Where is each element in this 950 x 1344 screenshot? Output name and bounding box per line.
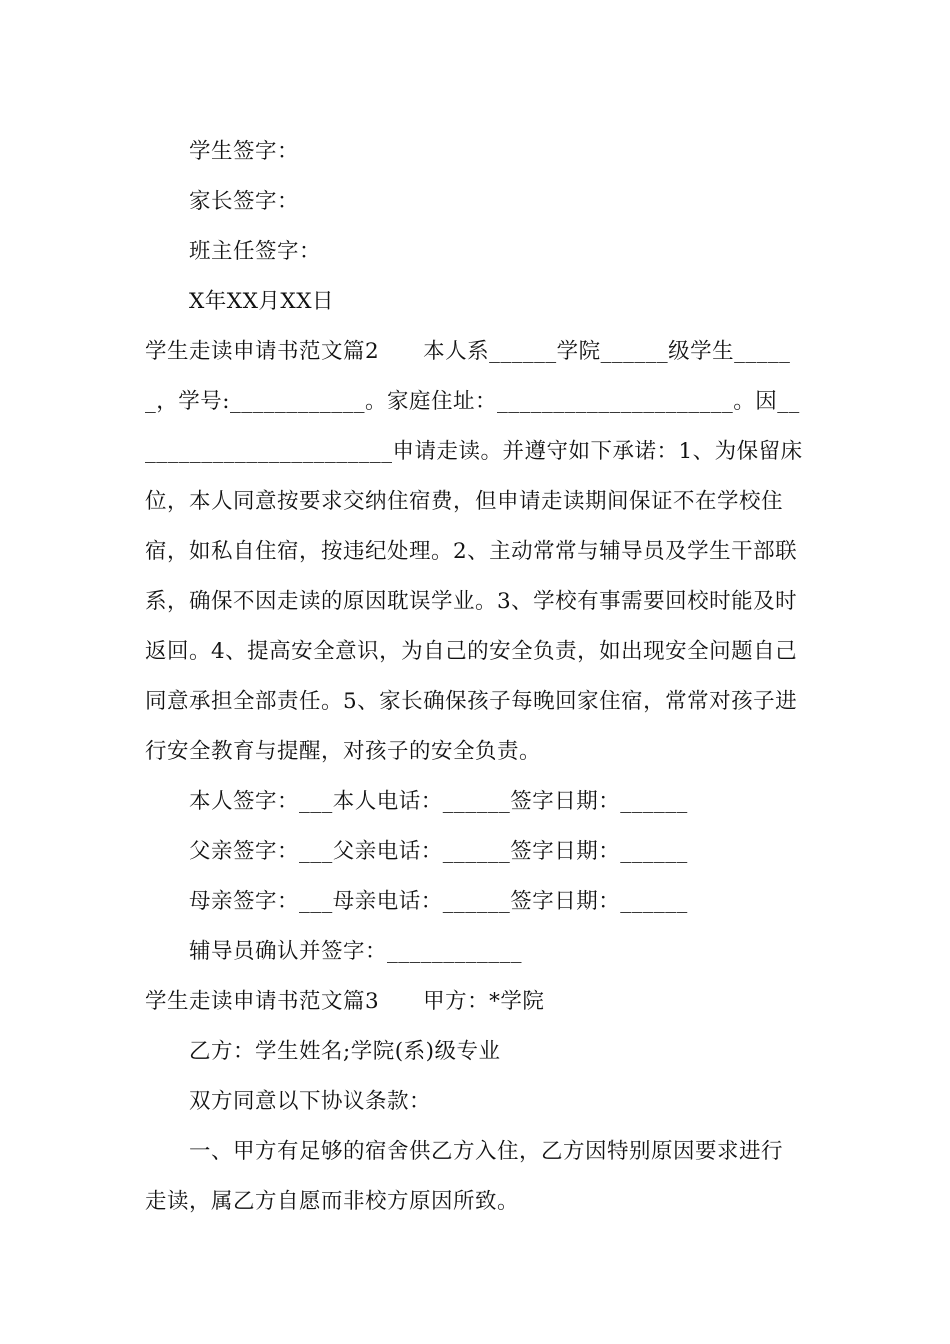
agreement-intro-line: 双方同意以下协议条款： [189,1089,432,1114]
sample-2-heading-line: 学生走读申请书范文篇2 本人系______学院______级学生_____ [145,339,791,364]
paragraph-line: ______________________申请走读。并遵守如下承诺：1、为保留床 [145,439,803,464]
self-signature-line: 本人签字：___本人电话：______签字日期：______ [189,789,688,814]
paragraph-line: _，学号:____________。家庭住址：_____________________。因__ [145,389,800,414]
paragraph-line: 系，确保不因走读的原因耽误学业。3、学校有事需要回校时能及时 [145,589,798,614]
paragraph-line: 返回。4、提高安全意识，为自己的安全负责，如出现安全问题自己 [145,639,798,664]
paragraph-line: 宿，如私自住宿，按违纪处理。2、主动常常与辅导员及学生干部联 [145,539,798,564]
paragraph-line: 行安全教育与提醒，对孩子的安全负责。 [145,739,542,764]
paragraph-line: 同意承担全部责任。5、家长确保孩子每晚回家住宿，常常对孩子进 [145,689,798,714]
sample-3-heading-line: 学生走读申请书范文篇3 甲方：*学院 [145,989,545,1014]
parent-signature-line: 家长签字： [189,189,300,214]
father-signature-line: 父亲签字：___父亲电话：______签字日期：______ [189,839,688,864]
clause-1-line: 一、甲方有足够的宿舍供乙方入住，乙方因特别原因要求进行 [189,1139,784,1164]
mother-signature-line: 母亲签字：___母亲电话：______签字日期：______ [189,889,688,914]
clause-1-continuation-line: 走读，属乙方自愿而非校方原因所致。 [145,1189,520,1214]
student-signature-line: 学生签字： [189,139,300,164]
counselor-signature-line: 辅导员确认并签字：____________ [189,939,523,964]
head-teacher-signature-line: 班主任签字： [189,239,322,264]
date-line: X年XX月XX日 [189,289,335,314]
party-b-line: 乙方：学生姓名;学院(系)级专业 [189,1039,501,1064]
paragraph-line: 位，本人同意按要求交纳住宿费，但申请走读期间保证不在学校住 [145,489,784,514]
